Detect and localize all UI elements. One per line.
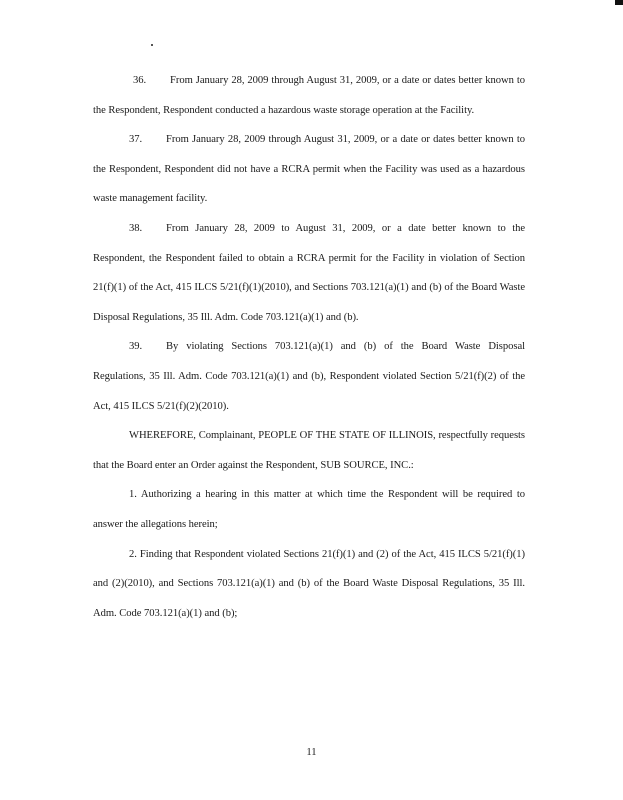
scan-speck xyxy=(151,44,153,46)
paragraph-text: From January 28, 2009 through August 31, 2009, or a date or dates better known to the Respondent, Respondent conducted a hazardous waste storage operation at the Facility. xyxy=(93,75,525,116)
paragraph-number: 39. xyxy=(129,341,143,353)
wherefore-clause: WHEREFORE, Complainant, PEOPLE OF THE STATE OF ILLINOIS, respectfully requests that the Board enter an Order against the Respondent, SUB SOURCE, INC.: xyxy=(93,430,525,471)
scan-corner-mark xyxy=(615,0,623,5)
paragraph-number: 38. xyxy=(129,222,143,234)
paragraph-text: By violating Sections 703.121(a)(1) and (b) of the Board Waste Disposal Regulations, 35 Ill. Adm. Code 703.121(a)(1) and (b), Respondent violated Section 5/21(f)(2) of the Act, 415 ILCS 5/21(f)(2)(2010). xyxy=(93,341,525,412)
page-number: 11 xyxy=(306,747,317,758)
paragraph-37 xyxy=(93,125,525,214)
paragraph-39 xyxy=(93,332,525,421)
paragraph-36 xyxy=(93,66,525,125)
paragraph-number: 36. xyxy=(133,75,147,86)
paragraph-text: From January 28, 2009 through August 31, 2009, or a date or dates better known to the Respondent, Respondent did not have a RCRA permit when the Facility was used as a hazardous waste management facility. xyxy=(93,134,525,205)
paragraph-text: From January 28, 2009 to August 31, 2009, or a date better known to the Respondent, the Respondent failed to obtain a RCRA permit for the Facility in violation of Section 21(f)(1) of the Act, 415 ILCS 5/21(f)(1)(2010), and Sections 703.121(a)(1) and (b) of the Board Waste Disposal Regulations, 35 Ill. Adm. Code 703.121(a)(1) and (b). xyxy=(93,222,525,323)
request-item-1: 1. Authorizing a hearing in this matter at which time the Respondent will be required to answer the allegations herein; xyxy=(93,489,525,530)
paragraph-number: 37. xyxy=(129,134,143,146)
paragraph-38 xyxy=(93,214,525,332)
request-item-2: 2. Finding that Respondent violated Sections 21(f)(1) and (2) of the Act, 415 ILCS 5/21(f)(1) and (2)(2010), and Sections 703.121(a)(1) and (b) of the Board Waste Disposal Regulations, 35 Ill. Adm. Code 703.121(a)(1) and (b); xyxy=(93,548,525,619)
document-body xyxy=(93,66,525,628)
